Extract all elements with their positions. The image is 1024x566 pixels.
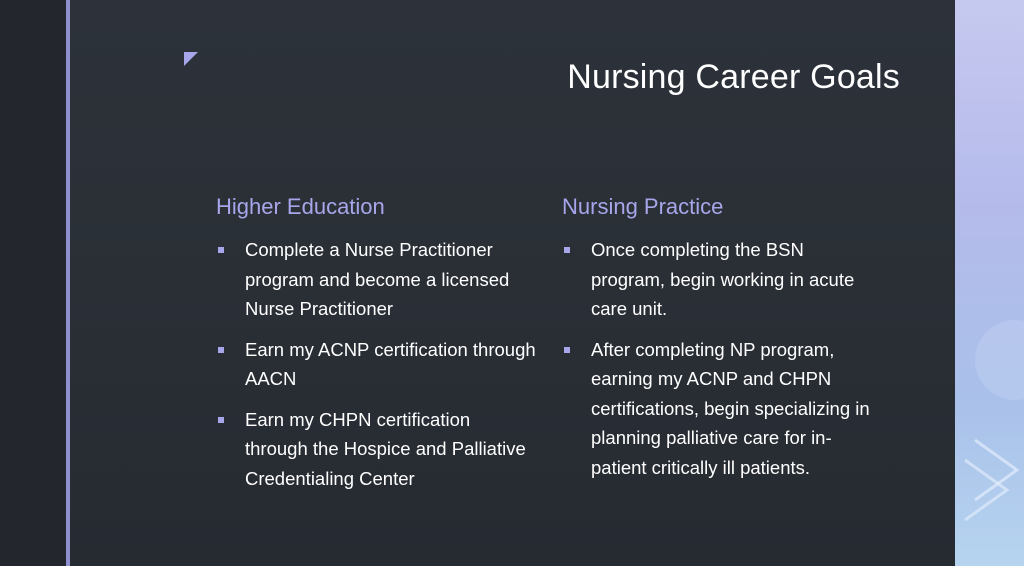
bullet-list — [216, 235, 536, 493]
list-item — [216, 335, 536, 394]
decorative-chevron-graphic — [955, 0, 1024, 566]
bullet-text: Earn my ACNP certification through AACN — [245, 338, 536, 389]
left-sidebar-strip — [0, 0, 70, 566]
bullet-list — [562, 235, 882, 482]
right-decorative-panel — [955, 0, 1024, 566]
square-bullet-icon — [218, 417, 224, 423]
bullet-text: Once completing the BSN program, begin working in acute care unit. — [591, 239, 855, 319]
bullet-text: Earn my CHPN certification through the Hospice and Palliative Credentialing Center — [245, 408, 526, 489]
corner-triangle-icon — [184, 52, 198, 66]
list-item — [562, 335, 882, 483]
column-heading: Nursing Practice — [562, 194, 724, 219]
column-nursing-practice — [562, 193, 882, 493]
square-bullet-icon — [564, 347, 570, 353]
list-item — [216, 405, 536, 494]
column-higher-education — [216, 193, 536, 504]
column-heading: Higher Education — [216, 194, 385, 219]
list-item — [216, 235, 536, 324]
square-bullet-icon — [564, 247, 570, 253]
square-bullet-icon — [218, 347, 224, 353]
list-item — [562, 235, 882, 324]
square-bullet-icon — [218, 247, 224, 253]
bullet-text: Complete a Nurse Practitioner program and become a licensed Nurse Practitioner — [245, 239, 510, 319]
bullet-text: After completing NP program, earning my ACNP and CHPN certifications, begin specializing in planning palliative care for in-patient critically ill patients. — [591, 338, 870, 478]
slide-title: Nursing Career Goals — [567, 58, 900, 96]
